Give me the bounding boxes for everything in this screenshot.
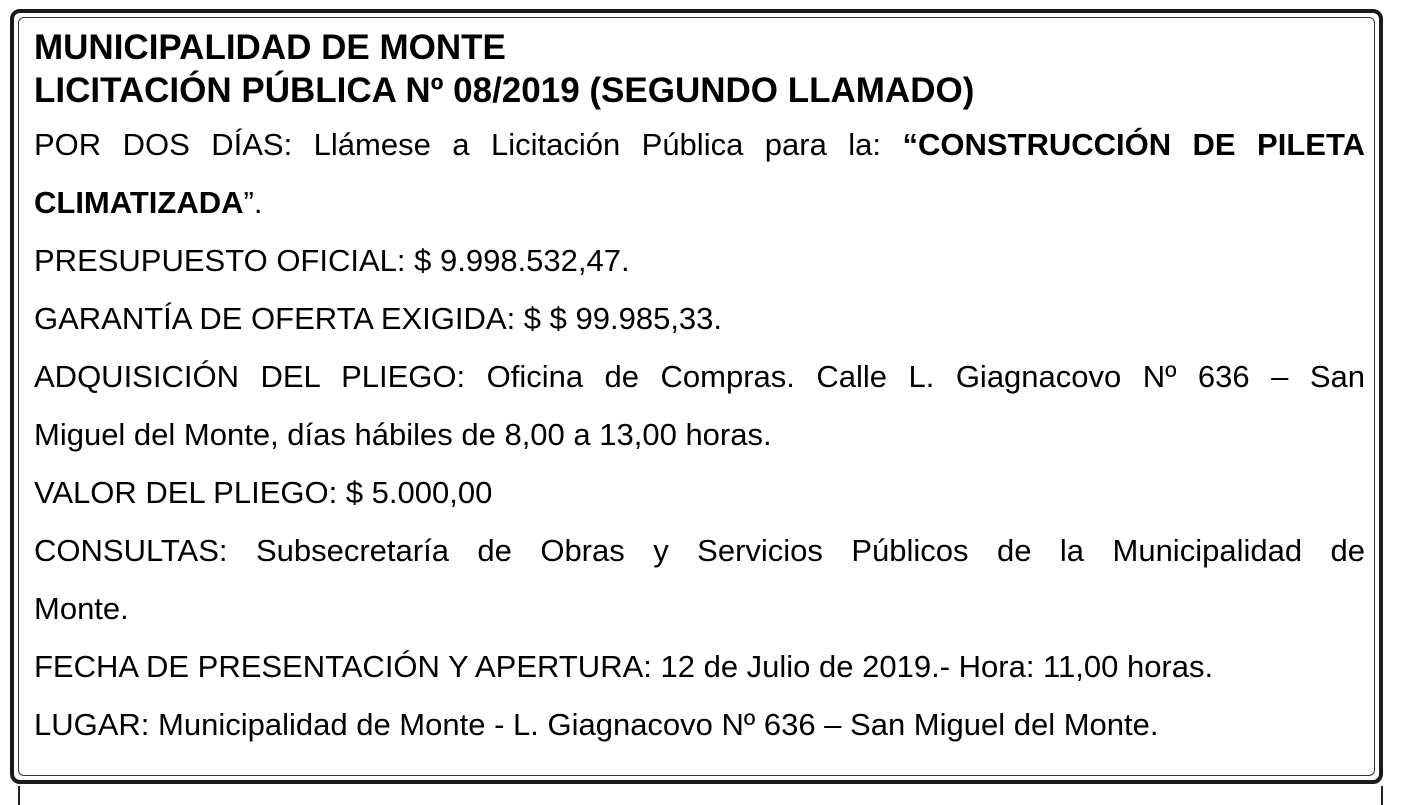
intro-line-2	[34, 174, 1365, 232]
opening-date: FECHA DE PRESENTACIÓN Y APERTURA: 12 de Julio de 2019.- Hora: 11,00 horas.	[34, 649, 1214, 684]
intro-suffix: ”.	[243, 185, 263, 220]
frame-bottom-edge	[18, 786, 1383, 805]
intro-prefix: POR DOS DÍAS: Llámese a Licitación Pública para la:	[34, 127, 903, 162]
tender-title: LICITACIÓN PÚBLICA Nº 08/2019 (SEGUNDO LLAMADO)	[34, 71, 975, 110]
document-price: VALOR DEL PLIEGO: $ 5.000,00	[34, 475, 493, 510]
intro-line-1	[34, 116, 1365, 174]
municipality-title: MUNICIPALIDAD DE MONTE	[34, 28, 506, 67]
intro-project-name-part2: CLIMATIZADA	[34, 185, 244, 220]
inquiries-line-1: CONSULTAS: Subsecretaría de Obras y Servicios Públicos de la Municipalidad de	[34, 533, 1365, 568]
acquisition-line-1: ADQUISICIÓN DEL PLIEGO: Oficina de Compras. Calle L. Giagnacovo Nº 636 – San	[34, 359, 1365, 394]
opening-place: LUGAR: Municipalidad de Monte - L. Giagnacovo Nº 636 – San Miguel del Monte.	[34, 707, 1159, 742]
official-budget: PRESUPUESTO OFICIAL: $ 9.998.532,47.	[34, 243, 630, 278]
acquisition-line-2: Miguel del Monte, días hábiles de 8,00 a 13,00 horas.	[34, 417, 772, 452]
inquiries-line-2: Monte.	[34, 591, 129, 626]
notice-content	[34, 26, 1365, 754]
offer-guarantee: GARANTÍA DE OFERTA EXIGIDA: $ $ 99.985,33.	[34, 301, 723, 336]
intro-project-name-part1: “CONSTRUCCIÓN DE PILETA	[902, 127, 1365, 162]
